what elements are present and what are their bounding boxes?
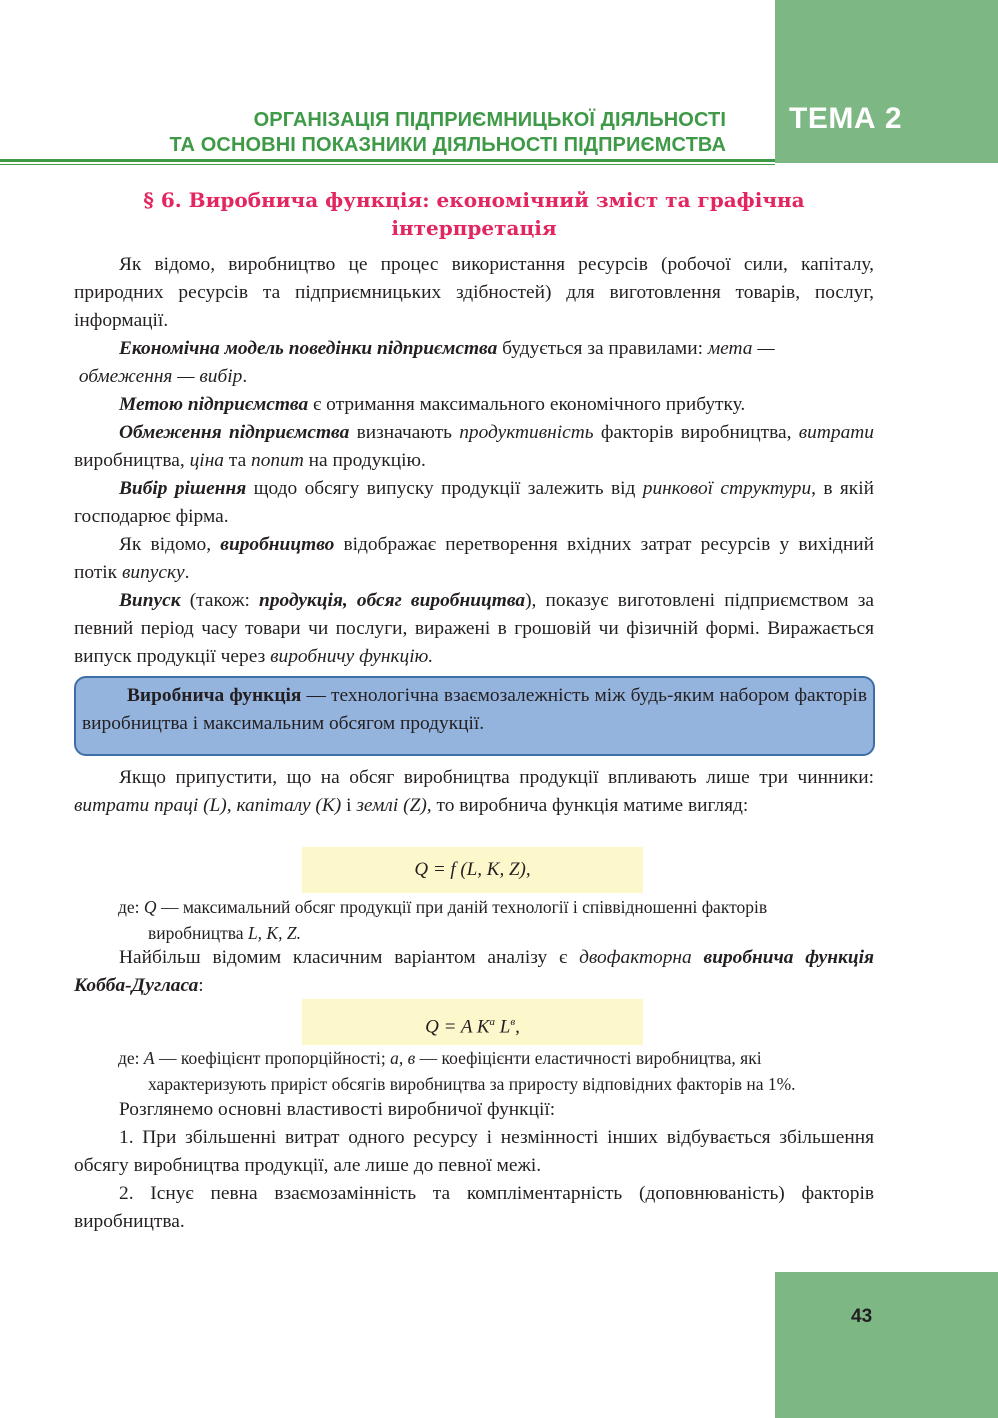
- term-output: Випуск: [119, 590, 181, 611]
- note-continuation: [118, 920, 874, 946]
- text: де:: [118, 897, 144, 917]
- italic-text: попит: [251, 450, 304, 471]
- paragraph-three-factors: [74, 764, 874, 820]
- italic-text: a, в: [390, 1048, 416, 1068]
- paragraph-cobb-douglas: [74, 944, 874, 1000]
- text: виробництва: [148, 923, 248, 943]
- paragraph-goal: [74, 391, 874, 419]
- formula-note-1: [118, 894, 874, 946]
- italic-text: двофакторна: [579, 947, 692, 968]
- header-rule: [0, 159, 775, 162]
- formula-text: L: [495, 1016, 511, 1038]
- italic-text: ринкової структури: [642, 478, 812, 499]
- text: Якщо припустити, що на обсяг виробництва продукції впливають лише три чинники:: [119, 767, 874, 788]
- section-title: [74, 186, 874, 242]
- text: — технологічна взаємозалежність між будь-яким набором факторів виробництва і максимальним обсягом продукції.: [82, 685, 867, 734]
- topic-label: ТЕМА 2: [789, 102, 903, 135]
- text: на продукцію.: [303, 450, 426, 471]
- text: відображає перетворення вхідних затрат ресурсів у вихідний потік: [74, 534, 874, 583]
- formula-cobb-douglas: [302, 999, 643, 1045]
- term-production: виробництво: [220, 534, 335, 555]
- italic-text: витрати праці (L), капіталу (K): [74, 795, 342, 816]
- term-cobb-douglas: виробнича функція Кобба-Дугласа: [74, 947, 875, 996]
- definition-box: [74, 676, 875, 756]
- formula-text: Q = A K: [425, 1016, 490, 1038]
- text: визначають: [349, 422, 460, 443]
- term-constraints: Обмеження підприємства: [119, 422, 350, 443]
- text: Як відомо,: [119, 534, 221, 555]
- italic-text: витрати: [798, 422, 874, 443]
- term-choice: Вибір рішення: [119, 478, 247, 499]
- exponent-a: a: [489, 1016, 496, 1028]
- italic-text: продуктивність: [459, 422, 594, 443]
- text: (також:: [180, 590, 260, 611]
- formula-note-2: [118, 1045, 874, 1097]
- chapter-title-line-2: ТА ОСНОВНІ ПОКАЗНИКИ ДІЯЛЬНОСТІ ПІДПРИЄМСТВА: [169, 134, 726, 156]
- italic-text: землі (Z),: [356, 795, 432, 816]
- paragraph-production: [74, 531, 874, 587]
- text: факторів виробництва,: [593, 422, 792, 443]
- paragraph-model: [74, 335, 874, 391]
- italic-text: A: [143, 1048, 155, 1068]
- italic-text: мета —: [707, 338, 775, 359]
- chapter-title-line-1: ОРГАНІЗАЦІЯ ПІДПРИЄМНИЦЬКОЇ ДІЯЛЬНОСТІ: [253, 109, 726, 131]
- text: то виробнича функція матиме вигляд:: [431, 795, 749, 816]
- property-1: 1. При збільшенні витрат одного ресурсу і незмінності інших відбувається збільшення обсягу виробництва продукції, але лише до певної межі.: [74, 1127, 874, 1176]
- text: Найбільш відомим класичним варіантом аналізу є: [119, 947, 580, 968]
- term-economic-model: Економічна модель поведінки підприємства: [119, 338, 498, 359]
- note-continuation: [118, 1071, 874, 1097]
- text: щодо обсягу випуску продукції залежить від: [246, 478, 643, 499]
- italic-text: L, K, Z.: [247, 923, 301, 943]
- page-number: 43: [851, 1306, 873, 1327]
- section-title-line-2: інтерпретація: [391, 216, 557, 240]
- text: , в якій господарює фірма.: [74, 478, 874, 527]
- section-title-line-1: § 6. Виробнича функція: економічний зміст та графічна: [143, 188, 805, 212]
- italic-text: випуску: [121, 562, 185, 583]
- text: є отримання максимального економічного прибутку.: [308, 394, 746, 415]
- term-goal: Метою підприємства: [119, 394, 309, 415]
- definition-text: [82, 682, 867, 738]
- text: і: [341, 795, 357, 816]
- paragraph-output: [74, 587, 874, 671]
- paragraph-constraints: [74, 419, 874, 475]
- paragraph-properties-intro: Розглянемо основні властивості виробничої функції:: [119, 1099, 556, 1120]
- italic-text: ціна: [189, 450, 225, 471]
- text: де:: [118, 1048, 144, 1068]
- formula-text: ,: [515, 1016, 520, 1038]
- formula-production-function: Q = f (L, K, Z),: [302, 847, 643, 893]
- italic-text: Q: [143, 897, 157, 917]
- text: — максимальний обсяг продукції при даній технології і співвідношенні факторів: [156, 897, 768, 917]
- exponent-b: в: [510, 1016, 516, 1028]
- text: .: [184, 562, 190, 583]
- header-rule-thin: [0, 164, 775, 165]
- text: .: [242, 366, 248, 387]
- italic-text: обмеження — вибір: [78, 366, 243, 387]
- paragraph-intro: Як відомо, виробництво це процес використання ресурсів (робочої сили, капіталу, природних ресурсів та підприємницьких здібностей) для виготовлення товарів, послуг, інформації.: [74, 254, 874, 331]
- paragraph-choice: [74, 475, 874, 531]
- text: ), показує виготовлені підприємством за певний період часу товари чи послуги, виражені в грошовій чи фізичній формі. Виражається випуск продукції через: [74, 590, 874, 667]
- property-2: 2. Існує певна взаємозамінність та компліментарність (доповнюваність) факторів виробництва.: [74, 1183, 874, 1232]
- text: будується за правилами:: [497, 338, 708, 359]
- term-output-synonyms: продукція, обсяг виробництва: [259, 590, 526, 611]
- definition-term: Виробнича функція: [127, 685, 302, 706]
- text: виробництва,: [74, 450, 190, 471]
- italic-text: виробничу функцію.: [270, 646, 434, 667]
- page-number-tab: [775, 1272, 998, 1418]
- topic-tab: [775, 0, 998, 163]
- chapter-title: [170, 108, 727, 158]
- text: — коефіцієнти еластичності виробництва, які: [415, 1048, 762, 1068]
- text: та: [224, 450, 252, 471]
- text: — коефіцієнт пропорційності;: [154, 1048, 391, 1068]
- text: характеризують приріст обсягів виробництва за приросту відповідних факторів на 1%.: [148, 1074, 796, 1094]
- text: :: [198, 975, 204, 996]
